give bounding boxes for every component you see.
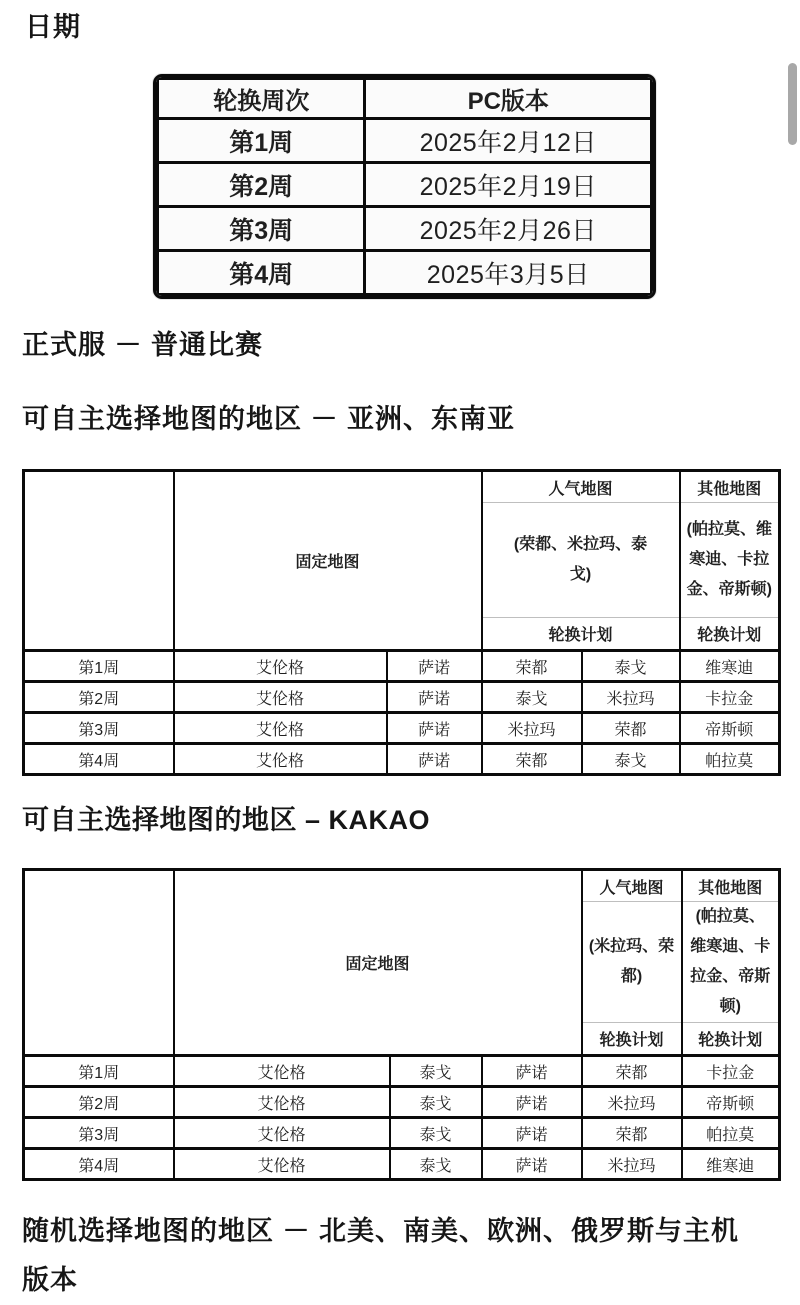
table-row — [158, 251, 652, 295]
week-cell: 第1周 — [24, 651, 174, 682]
map-cell: 维寒迪 — [682, 1149, 780, 1180]
table-header-row — [24, 471, 780, 503]
map-cell: 米拉玛 — [582, 1149, 682, 1180]
scrollbar-thumb[interactable] — [788, 63, 797, 145]
table-row — [24, 651, 780, 682]
week-cell: 第3周 — [24, 713, 174, 744]
week-cell: 第4周 — [158, 251, 365, 295]
map-cell: 萨诺 — [387, 682, 482, 713]
map-cell: 帕拉莫 — [680, 744, 780, 775]
table-row — [24, 1118, 780, 1149]
map-cell: 泰戈 — [582, 744, 680, 775]
table-row — [24, 682, 780, 713]
map-cell: 帝斯顿 — [682, 1087, 780, 1118]
date-cell: 2025年2月12日 — [365, 119, 652, 163]
map-cell: 艾伦格 — [174, 1149, 390, 1180]
table-row — [158, 163, 652, 207]
map-cell: 荣都 — [582, 1118, 682, 1149]
map-cell: 萨诺 — [482, 1087, 582, 1118]
map-cell: 帝斯顿 — [680, 713, 780, 744]
map-cell: 艾伦格 — [174, 744, 387, 775]
other-maps-header: 其他地图 — [682, 870, 780, 902]
date-table — [156, 77, 653, 296]
map-cell: 萨诺 — [482, 1149, 582, 1180]
fixed-maps-header: 固定地图 — [174, 471, 482, 651]
rotation-plan-header: 轮换计划 — [482, 618, 680, 651]
rotation-plan-header: 轮换计划 — [682, 1023, 780, 1056]
date-table-card — [153, 74, 656, 299]
map-cell: 维寒迪 — [680, 651, 780, 682]
popular-maps-header: 人气地图 — [582, 870, 682, 902]
other-maps-header: 其他地图 — [680, 471, 780, 503]
table-row — [24, 713, 780, 744]
map-cell: 艾伦格 — [174, 682, 387, 713]
column-header-pc-version: PC版本 — [365, 79, 652, 119]
map-cell: 萨诺 — [387, 713, 482, 744]
week-cell: 第3周 — [158, 207, 365, 251]
asia-rotation-table — [22, 469, 781, 776]
empty-corner-cell — [24, 870, 174, 1056]
rotation-plan-header: 轮换计划 — [582, 1023, 682, 1056]
section-heading-kakao: 可自主选择地图的地区 – KAKAO — [22, 805, 431, 836]
date-cell: 2025年2月19日 — [365, 163, 652, 207]
popular-maps-list: (米拉玛、荣都) — [582, 902, 682, 1023]
map-cell: 荣都 — [582, 1056, 682, 1087]
section-heading-asia-sea: 可自主选择地图的地区 － 亚洲、东南亚 — [22, 403, 516, 434]
table-row — [24, 744, 780, 775]
map-cell: 泰戈 — [482, 682, 582, 713]
map-cell: 荣都 — [582, 713, 680, 744]
section-heading-random-regions: 随机选择地图的地区 － 北美、南美、欧洲、俄罗斯与主机版本 — [22, 1216, 740, 1296]
table-header-row — [24, 870, 780, 902]
table-row — [24, 1087, 780, 1118]
week-cell: 第3周 — [24, 1118, 174, 1149]
map-cell: 卡拉金 — [682, 1056, 780, 1087]
other-maps-list: (帕拉莫、维寒迪、卡拉金、帝斯顿) — [680, 503, 780, 618]
table-header-row — [158, 79, 652, 119]
map-cell: 卡拉金 — [680, 682, 780, 713]
map-cell: 米拉玛 — [582, 682, 680, 713]
week-cell: 第1周 — [158, 119, 365, 163]
kakao-rotation-table — [22, 868, 781, 1181]
map-cell: 荣都 — [482, 651, 582, 682]
map-cell: 泰戈 — [390, 1149, 482, 1180]
map-cell: 泰戈 — [390, 1118, 482, 1149]
map-cell: 米拉玛 — [582, 1087, 682, 1118]
popular-maps-header: 人气地图 — [482, 471, 680, 503]
table-row — [158, 207, 652, 251]
week-cell: 第2周 — [24, 1087, 174, 1118]
date-cell: 2025年2月26日 — [365, 207, 652, 251]
map-cell: 艾伦格 — [174, 1087, 390, 1118]
map-cell: 艾伦格 — [174, 651, 387, 682]
table-row — [24, 1056, 780, 1087]
rotation-plan-header: 轮换计划 — [680, 618, 780, 651]
week-cell: 第1周 — [24, 1056, 174, 1087]
map-cell: 艾伦格 — [174, 1118, 390, 1149]
fixed-maps-header: 固定地图 — [174, 870, 582, 1056]
map-cell: 萨诺 — [482, 1056, 582, 1087]
empty-corner-cell — [24, 471, 174, 651]
article-content — [0, 13, 800, 1305]
map-cell: 萨诺 — [387, 744, 482, 775]
table-row — [24, 1149, 780, 1180]
map-cell: 米拉玛 — [482, 713, 582, 744]
map-cell: 泰戈 — [390, 1087, 482, 1118]
section-heading-date: 日期 — [25, 12, 81, 42]
map-cell: 艾伦格 — [174, 1056, 390, 1087]
table-row — [158, 119, 652, 163]
map-cell: 泰戈 — [390, 1056, 482, 1087]
map-cell: 萨诺 — [387, 651, 482, 682]
other-maps-list: (帕拉莫、维寒迪、卡拉金、帝斯顿) — [682, 902, 780, 1023]
map-cell: 萨诺 — [482, 1118, 582, 1149]
map-cell: 泰戈 — [582, 651, 680, 682]
map-cell: 帕拉莫 — [682, 1118, 780, 1149]
week-cell: 第4周 — [24, 1149, 174, 1180]
map-cell: 艾伦格 — [174, 713, 387, 744]
week-cell: 第2周 — [158, 163, 365, 207]
date-cell: 2025年3月5日 — [365, 251, 652, 295]
week-cell: 第2周 — [24, 682, 174, 713]
map-cell: 荣都 — [482, 744, 582, 775]
section-heading-official-normal: 正式服 － 普通比赛 — [22, 330, 264, 361]
popular-maps-list: (荣都、米拉玛、泰戈) — [482, 503, 680, 618]
column-header-week: 轮换周次 — [158, 79, 365, 119]
week-cell: 第4周 — [24, 744, 174, 775]
